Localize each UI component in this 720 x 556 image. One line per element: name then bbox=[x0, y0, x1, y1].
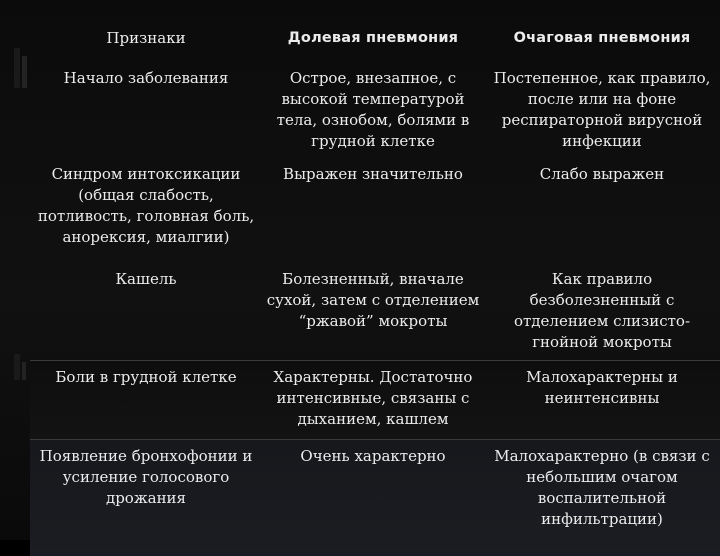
focal-cell: Постепенное, как правило, после или на фоне респираторной вирусной инфекции bbox=[484, 68, 720, 164]
table-row bbox=[30, 361, 720, 440]
table-row bbox=[30, 164, 720, 269]
focal-cell: Малохарактерны и неинтенсивны bbox=[484, 361, 720, 440]
lobar-cell: Выражен значительно bbox=[262, 164, 484, 269]
pneumonia-comparison-table bbox=[30, 18, 720, 556]
feature-cell: Боли в грудной клетке bbox=[30, 361, 262, 440]
lobar-cell: Болезненный, вначале сухой, затем с отделением “ржавой” мокроты bbox=[262, 269, 484, 361]
lobar-cell: Характерны. Достаточно интенсивные, связаны с дыханием, кашлем bbox=[262, 361, 484, 440]
decorative-bar bbox=[22, 56, 27, 88]
feature-cell: Кашель bbox=[30, 269, 262, 361]
focal-cell: Как правило безболезненный с отделением слизисто-гнойной мокроты bbox=[484, 269, 720, 361]
feature-cell: Начало заболевания bbox=[30, 68, 262, 164]
table-row bbox=[30, 68, 720, 164]
focal-cell: Слабо выражен bbox=[484, 164, 720, 269]
table-header-row bbox=[30, 18, 720, 68]
decorative-bar bbox=[14, 354, 20, 380]
decorative-bar bbox=[22, 362, 26, 380]
feature-cell: Синдром интоксикации (общая слабость, потливость, головная боль, анорексия, миалгии) bbox=[30, 164, 262, 269]
focal-cell: Малохарактерно (в связи с небольшим очагом воспалительной инфильтрации) bbox=[484, 440, 720, 556]
lobar-cell: Очень характерно bbox=[262, 440, 484, 556]
table-row bbox=[30, 440, 720, 556]
lobar-cell: Острое, внезапное, с высокой температурой тела, ознобом, болями в грудной клетке bbox=[262, 68, 484, 164]
header-lobar-pneumonia: Долевая пневмония bbox=[262, 18, 484, 68]
decorative-bar bbox=[14, 48, 20, 88]
header-focal-pneumonia: Очаговая пневмония bbox=[484, 18, 720, 68]
feature-cell: Появление бронхофонии и усиление голосового дрожания bbox=[30, 440, 262, 556]
comparison-table-container bbox=[30, 18, 720, 540]
table-row bbox=[30, 269, 720, 361]
header-features: Признаки bbox=[30, 18, 262, 68]
